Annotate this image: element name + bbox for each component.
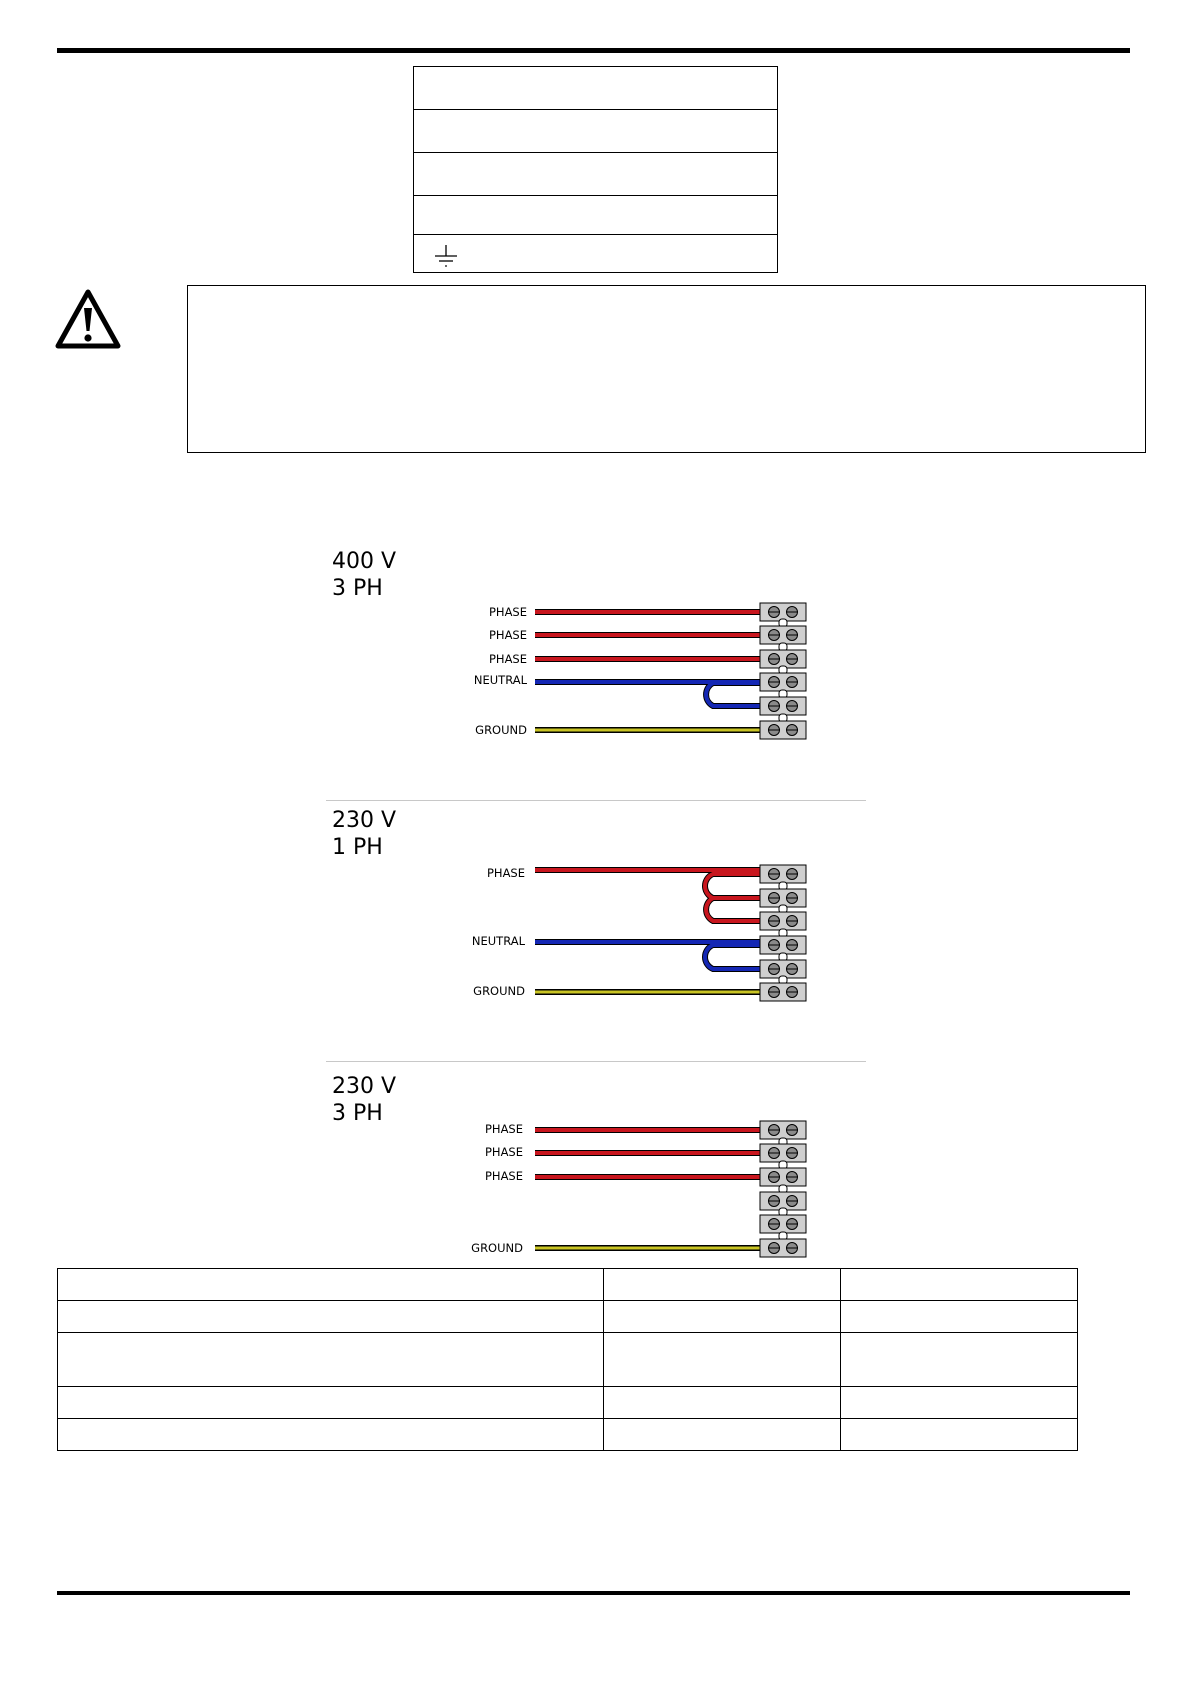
table-row [58,1301,1078,1333]
diagram-1-phase: 3 PH [332,576,383,601]
table-row [58,1387,1078,1419]
wire-label: PHASE [486,866,525,880]
table-cell [58,1269,604,1301]
table-cell [604,1419,841,1451]
wire-label: GROUND [475,723,527,737]
wire-label: PHASE [488,605,527,619]
table-cell [58,1419,604,1451]
wire-label: PHASE [488,628,527,642]
wire-label: PHASE [484,1169,523,1183]
diagram-3-wiring [471,1121,806,1257]
table-cell [604,1301,841,1333]
table-row [58,1333,1078,1387]
table-row [58,1269,1078,1301]
wire-label: PHASE [484,1122,523,1136]
diagram-3-voltage: 230 V [332,1074,397,1099]
table-cell [841,1269,1078,1301]
table-cell [841,1419,1078,1451]
spec-table [57,1268,1078,1451]
diagram-2-phase: 1 PH [332,835,383,860]
table-cell [58,1387,604,1419]
table-row [58,1419,1078,1451]
table-cell [604,1269,841,1301]
wire-label: PHASE [484,1145,523,1159]
table-cell [604,1387,841,1419]
wire-label: PHASE [488,652,527,666]
diagram-1-wiring [474,603,806,739]
diagram-1-voltage: 400 V [332,549,397,574]
wire-label: GROUND [473,984,525,998]
bottom-rule [57,1591,1130,1595]
neutral-wire [535,942,760,969]
table-cell [841,1333,1078,1387]
wire-label: NEUTRAL [471,934,525,948]
diagram-2-voltage: 230 V [332,808,397,833]
table-cell [58,1333,604,1387]
table-cell [841,1301,1078,1333]
diagram-3-phase: 3 PH [332,1101,383,1126]
wire-label: GROUND [471,1241,523,1255]
wire-label: NEUTRAL [473,673,527,687]
diagram-2-wiring [472,865,806,1001]
table-cell [841,1387,1078,1419]
table-cell [58,1301,604,1333]
table-cell [604,1333,841,1387]
